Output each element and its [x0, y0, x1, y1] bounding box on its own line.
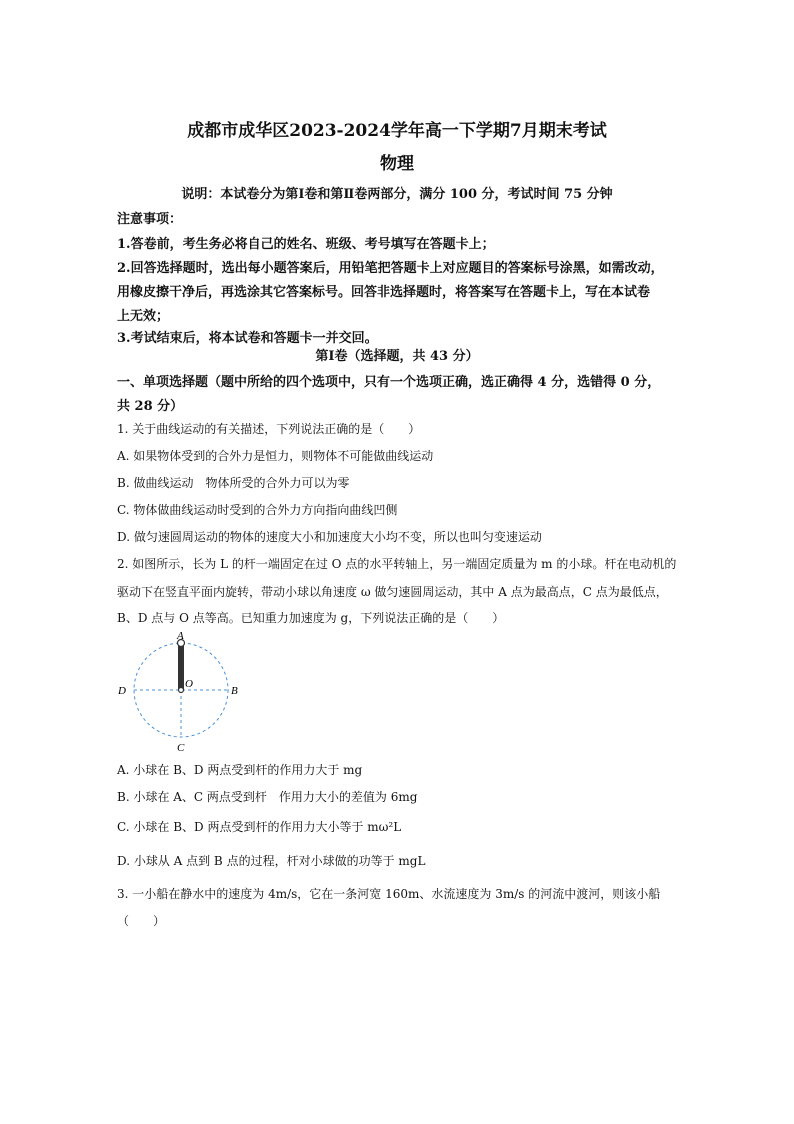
label-c: C [177, 742, 185, 754]
notice-item-1: 1.答卷前，考生务必将自己的姓名、班级、考号填写在答题卡上； [117, 237, 495, 252]
rotating-rod-figure [115, 630, 255, 755]
q1-option-c: C. 物体做曲线运动时受到的合外力方向指向曲线凹侧 [117, 503, 398, 517]
exam-note: 说明：本试卷分为第Ⅰ卷和第Ⅱ卷两部分，满分 100 分，考试时间 75 分钟 [181, 187, 613, 202]
part-heading-line-1: 一、单项选择题（题中所给的四个选项中，只有一个选项正确，选正确得 4 分，选错得 0 分， [117, 375, 661, 390]
q1-option-a: A. 如果物体受到的合外力是恒力，则物体不可能做曲线运动 [117, 449, 434, 463]
label-b: B [231, 685, 238, 697]
notice-item-2-line-1: 2.回答选择题时，选出每小题答案后，用铅笔把答题卡上对应题目的答案标号涂黑，如需改动， [117, 261, 664, 276]
q1-option-b: B. 做曲线运动 物体所受的合外力可以为零 [117, 476, 350, 490]
notice-heading: 注意事项： [117, 212, 183, 227]
rod [178, 643, 184, 690]
q2-stem-line-1: 2. 如图所示，长为 L 的杆一端固定在过 O 点的水平转轴上，另一端固定质量为 m 的小球。杆在电动机的 [117, 557, 677, 571]
exam-title: 成都市成华区2023-2024学年高一下学期7月期末考试 [187, 121, 607, 141]
q3-stem-line-2: （ ） [117, 914, 166, 928]
q2-option-b: B. 小球在 A、C 两点受到杆 作用力大小的差值为 6mg [117, 790, 418, 804]
section-title: 第Ⅰ卷（选择题，共 43 分） [315, 349, 479, 364]
pivot-o [179, 688, 184, 693]
label-d: D [118, 685, 126, 697]
label-o: O [185, 678, 193, 690]
q1-option-d: D. 做匀速圆周运动的物体的速度大小和加速度大小均不变，所以也叫匀变速运动 [117, 530, 542, 544]
part-heading-line-2: 共 28 分） [117, 399, 184, 414]
notice-item-2-line-2: 用橡皮擦干净后，再选涂其它答案标号。回答非选择题时，将答案写在答题卡上，写在本试卷 [117, 285, 651, 300]
q2-option-a: A. 小球在 B、D 两点受到杆的作用力大于 mg [117, 763, 363, 777]
q1-stem: 1. 关于曲线运动的有关描述，下列说法正确的是（ ） [117, 422, 421, 436]
q3-stem-line-1: 3. 一小船在静水中的速度为 4m/s，它在一条河宽 160m、水流速度为 3m/s 的河流中渡河，则该小船 [117, 887, 661, 901]
q2-stem-line-3: B、D 点与 O 点等高。已知重力加速度为 g，下列说法正确的是（ ） [117, 611, 505, 625]
label-a: A [177, 630, 184, 642]
q2-option-c: C. 小球在 B、D 两点受到杆的作用力大小等于 mω²L [117, 820, 402, 834]
q2-option-d: D. 小球从 A 点到 B 点的过程，杆对小球做的功等于 mgL [117, 854, 426, 868]
notice-item-3: 3.考试结束后，将本试卷和答题卡一并交回。 [117, 331, 378, 346]
notice-item-2-line-3: 上无效； [117, 309, 170, 324]
exam-subject: 物理 [380, 154, 414, 174]
q2-stem-line-2: 驱动下在竖直平面内旋转，带动小球以角速度 ω 做匀速圆周运动，其中 A 点为最高点，C 点为最低点， [117, 585, 668, 599]
